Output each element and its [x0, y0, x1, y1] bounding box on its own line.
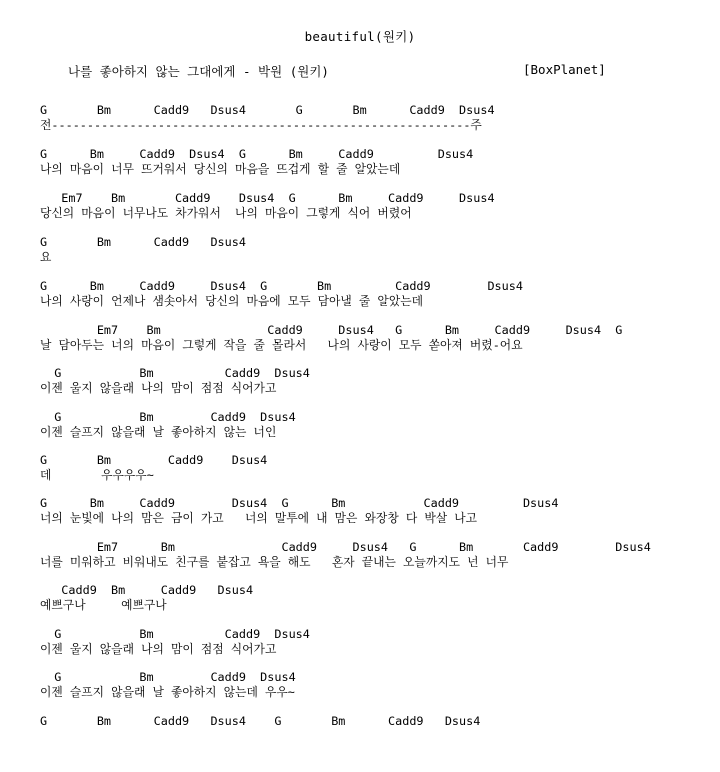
- lyric-line: 너를 미워하고 비워내도 친구를 붙잡고 욕을 해도 혼자 끝내는 오늘까지도 넌 너무: [40, 555, 509, 569]
- chord-line: Em7 Bm Cadd9 Dsus4 G Bm Cadd9 Dsus4: [40, 191, 495, 205]
- lyric-line: 이젠 슬프지 않을래 날 좋아하지 않는 너인: [40, 425, 277, 439]
- chord-line: G Bm Cadd9 Dsus4 G Bm Cadd9 Dsus4: [40, 147, 474, 161]
- lyric-line: 이젠 슬프지 않을래 날 좋아하지 않는데 우우~: [40, 685, 295, 699]
- chord-line: Em7 Bm Cadd9 Dsus4 G Bm Cadd9 Dsus4 G: [40, 323, 623, 337]
- lyric-line: 나의 마음이 너무 뜨거워서 당신의 마음을 뜨겁게 할 줄 알았는데: [40, 162, 401, 176]
- source-tag: [BoxPlanet]: [523, 62, 606, 77]
- lyric-line: 너의 눈빛에 나의 맘은 금이 가고 너의 말투에 내 맘은 와장창 다 박살 나고: [40, 511, 478, 525]
- lyric-line: 데 우우우우~: [40, 468, 154, 482]
- lyric-line: 이젠 울지 않을래 나의 맘이 점점 식어가고: [40, 642, 277, 656]
- song-subtitle: 나를 좋아하지 않는 그대에게 - 박원 (원키): [68, 64, 329, 79]
- chord-line: G Bm Cadd9 Dsus4: [40, 627, 310, 641]
- intro-chord-line: G Bm Cadd9 Dsus4 G Bm Cadd9 Dsus4: [40, 103, 495, 117]
- chord-line: Em7 Bm Cadd9 Dsus4 G Bm Cadd9 Dsus4: [40, 540, 651, 554]
- chord-line: G Bm Cadd9 Dsus4: [40, 670, 296, 684]
- lyric-line: 날 담아두는 너의 마음이 그렇게 작을 줄 몰라서 나의 사랑이 모두 쏟아져 버렸-어요: [40, 338, 523, 352]
- lyric-line: 이젠 울지 않을래 나의 맘이 점점 식어가고: [40, 381, 277, 395]
- lyric-line: 예쁘구나 예쁘구나: [40, 598, 167, 612]
- chord-line: Cadd9 Bm Cadd9 Dsus4: [40, 583, 254, 597]
- intro-marker-line: 전-----------------------------------------------------------주: [40, 118, 482, 132]
- chord-line: G Bm Cadd9 Dsus4: [40, 235, 246, 249]
- lyric-line: 당신의 마음이 너무나도 차가워서 나의 마음이 그렇게 식어 버렸어: [40, 206, 412, 220]
- lyric-line: 나의 사랑이 언제나 샘솟아서 당신의 마음에 모두 담아낼 줄 알았는데: [40, 294, 424, 308]
- lyric-line: 요: [40, 250, 52, 264]
- chord-line: G Bm Cadd9 Dsus4 G Bm Cadd9 Dsus4: [40, 496, 559, 510]
- chord-line: G Bm Cadd9 Dsus4: [40, 453, 268, 467]
- chord-line: G Bm Cadd9 Dsus4: [40, 410, 296, 424]
- outro-chord-line: G Bm Cadd9 Dsus4 G Bm Cadd9 Dsus4: [40, 714, 481, 728]
- song-title: beautiful(원키): [304, 29, 416, 44]
- chord-line: G Bm Cadd9 Dsus4 G Bm Cadd9 Dsus4: [40, 279, 523, 293]
- chord-line: G Bm Cadd9 Dsus4: [40, 366, 310, 380]
